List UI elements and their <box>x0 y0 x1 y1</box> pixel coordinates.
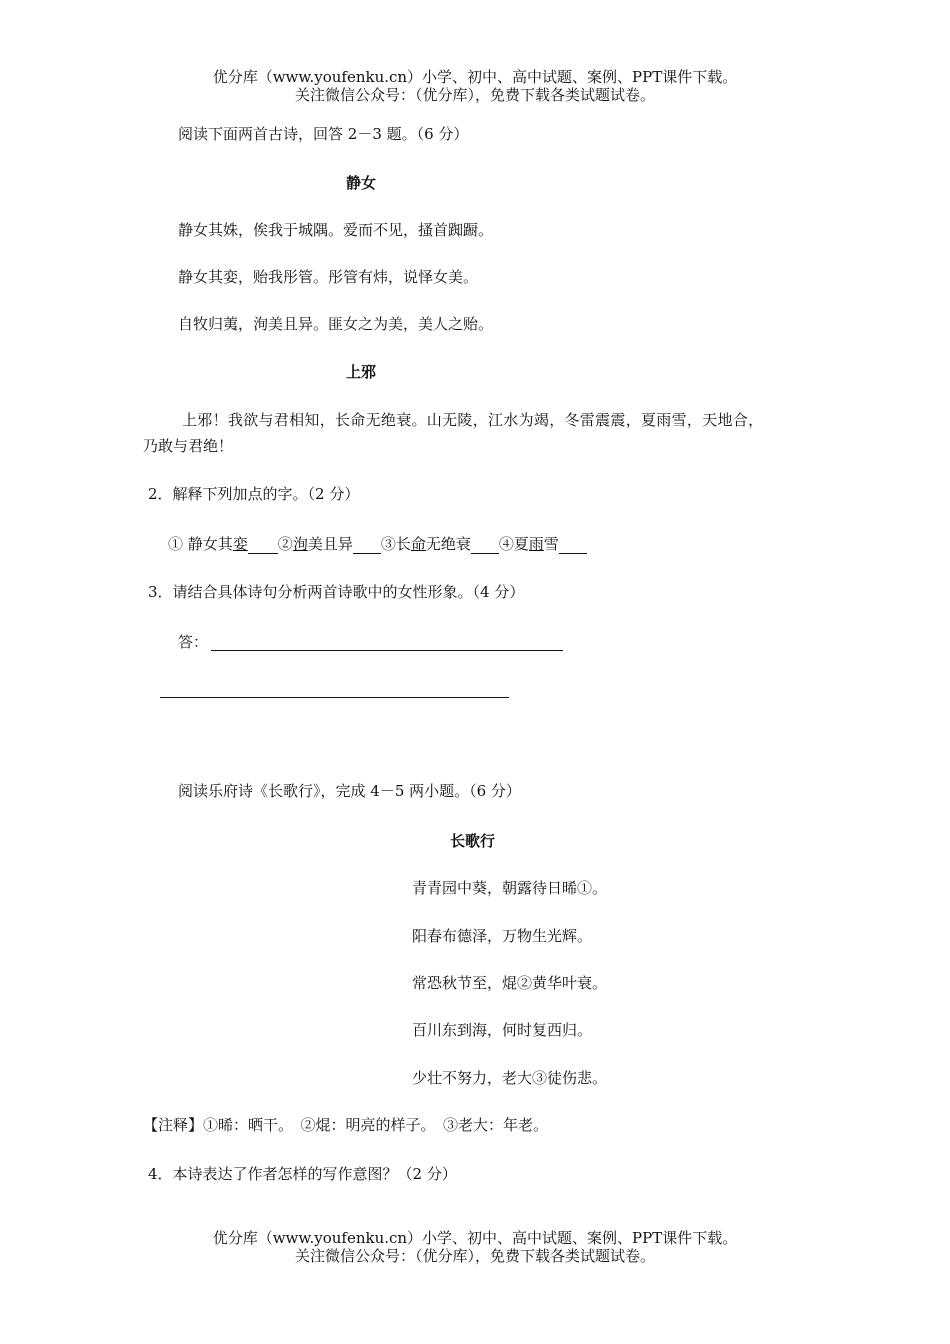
q2-item-1-key: 娈 <box>232 535 248 553</box>
q2-item-3-key: 命 <box>410 535 426 553</box>
q2-item-1-blank[interactable] <box>248 537 278 554</box>
q2-item-1-pre: ① 静女其 <box>168 535 233 553</box>
poem1-line-3: 自牧归荑，洵美且异。匪女之为美，美人之贻。 <box>178 315 494 333</box>
poem3-title: 长歌行 <box>450 832 496 850</box>
section2-intro: 阅读乐府诗《长歌行》，完成 4－5 两小题。（6 分） <box>178 782 521 800</box>
q2-item-2-key: 洵 <box>292 535 308 553</box>
question-4: 4．本诗表达了作者怎样的写作意图？（2 分） <box>148 1165 457 1183</box>
poem3-line-3: 常恐秋节至，焜②黄华叶衰。 <box>412 974 608 992</box>
poem2-line-1: 上邪！我欲与君相知，长命无绝衰。山无陵，江水为竭，冬雷震震，夏雨雪，天地合， <box>182 411 764 429</box>
q2-item-2-post: 美且异 <box>307 535 353 553</box>
q3-answer-prefix: 答： <box>178 633 209 651</box>
poem1-title: 静女 <box>346 174 377 192</box>
poem3-line-1: 青青园中葵，朝露待日晞①。 <box>412 879 608 897</box>
poem3-line-4: 百川东到海，何时复西归。 <box>412 1021 593 1039</box>
poem1-line-1: 静女其姝，俟我于城隅。爱而不见，搔首踟蹰。 <box>178 221 494 239</box>
poem2-line-2: 乃敢与君绝！ <box>143 437 234 455</box>
q2-item-3-post: 无绝衰 <box>425 535 471 553</box>
poem1-line-2: 静女其娈，贻我彤管。彤管有炜，说怿女美。 <box>178 268 479 286</box>
q3-answer-line-1[interactable] <box>211 650 563 651</box>
header-line-2: 关注微信公众号：（优分库），免费下载各类试题试卷。 <box>294 86 655 104</box>
q2-item-3-blank[interactable] <box>471 537 499 554</box>
question-2: 2．解释下列加点的字。（2 分） <box>148 485 360 503</box>
section1-intro: 阅读下面两首古诗，回答 2－3 题。（6 分） <box>178 125 469 143</box>
q2-item-4-pre: ④夏 <box>498 535 529 553</box>
q2-item-3-pre: ③长 <box>380 535 411 553</box>
q3-answer-line-2[interactable] <box>160 697 509 698</box>
question-3: 3．请结合具体诗句分析两首诗歌中的女性形象。（4 分） <box>148 583 525 601</box>
header-line-1: 优分库（www.youfenku.cn）小学、初中、高中试题、案例、PPT课件下载。 <box>212 68 738 86</box>
question-2-items <box>168 534 587 554</box>
q2-item-4-blank[interactable] <box>559 537 587 554</box>
footer-line-2: 关注微信公众号：（优分库），免费下载各类试题试卷。 <box>294 1247 655 1265</box>
poem3-notes: 【注释】①晞：晒干。 ②焜：明亮的样子。 ③老大：年老。 <box>143 1116 549 1134</box>
q2-item-2-pre: ② <box>277 535 293 553</box>
q2-item-4-key: 雨 <box>528 535 544 553</box>
poem3-line-2: 阳春布德泽，万物生光辉。 <box>412 927 593 945</box>
poem3-line-5: 少壮不努力，老大③徒伤悲。 <box>412 1069 608 1087</box>
q2-item-4-post: 雪 <box>543 535 559 553</box>
poem2-title: 上邪 <box>346 363 377 381</box>
q2-item-2-blank[interactable] <box>353 537 381 554</box>
footer-line-1: 优分库（www.youfenku.cn）小学、初中、高中试题、案例、PPT课件下载。 <box>212 1229 738 1247</box>
